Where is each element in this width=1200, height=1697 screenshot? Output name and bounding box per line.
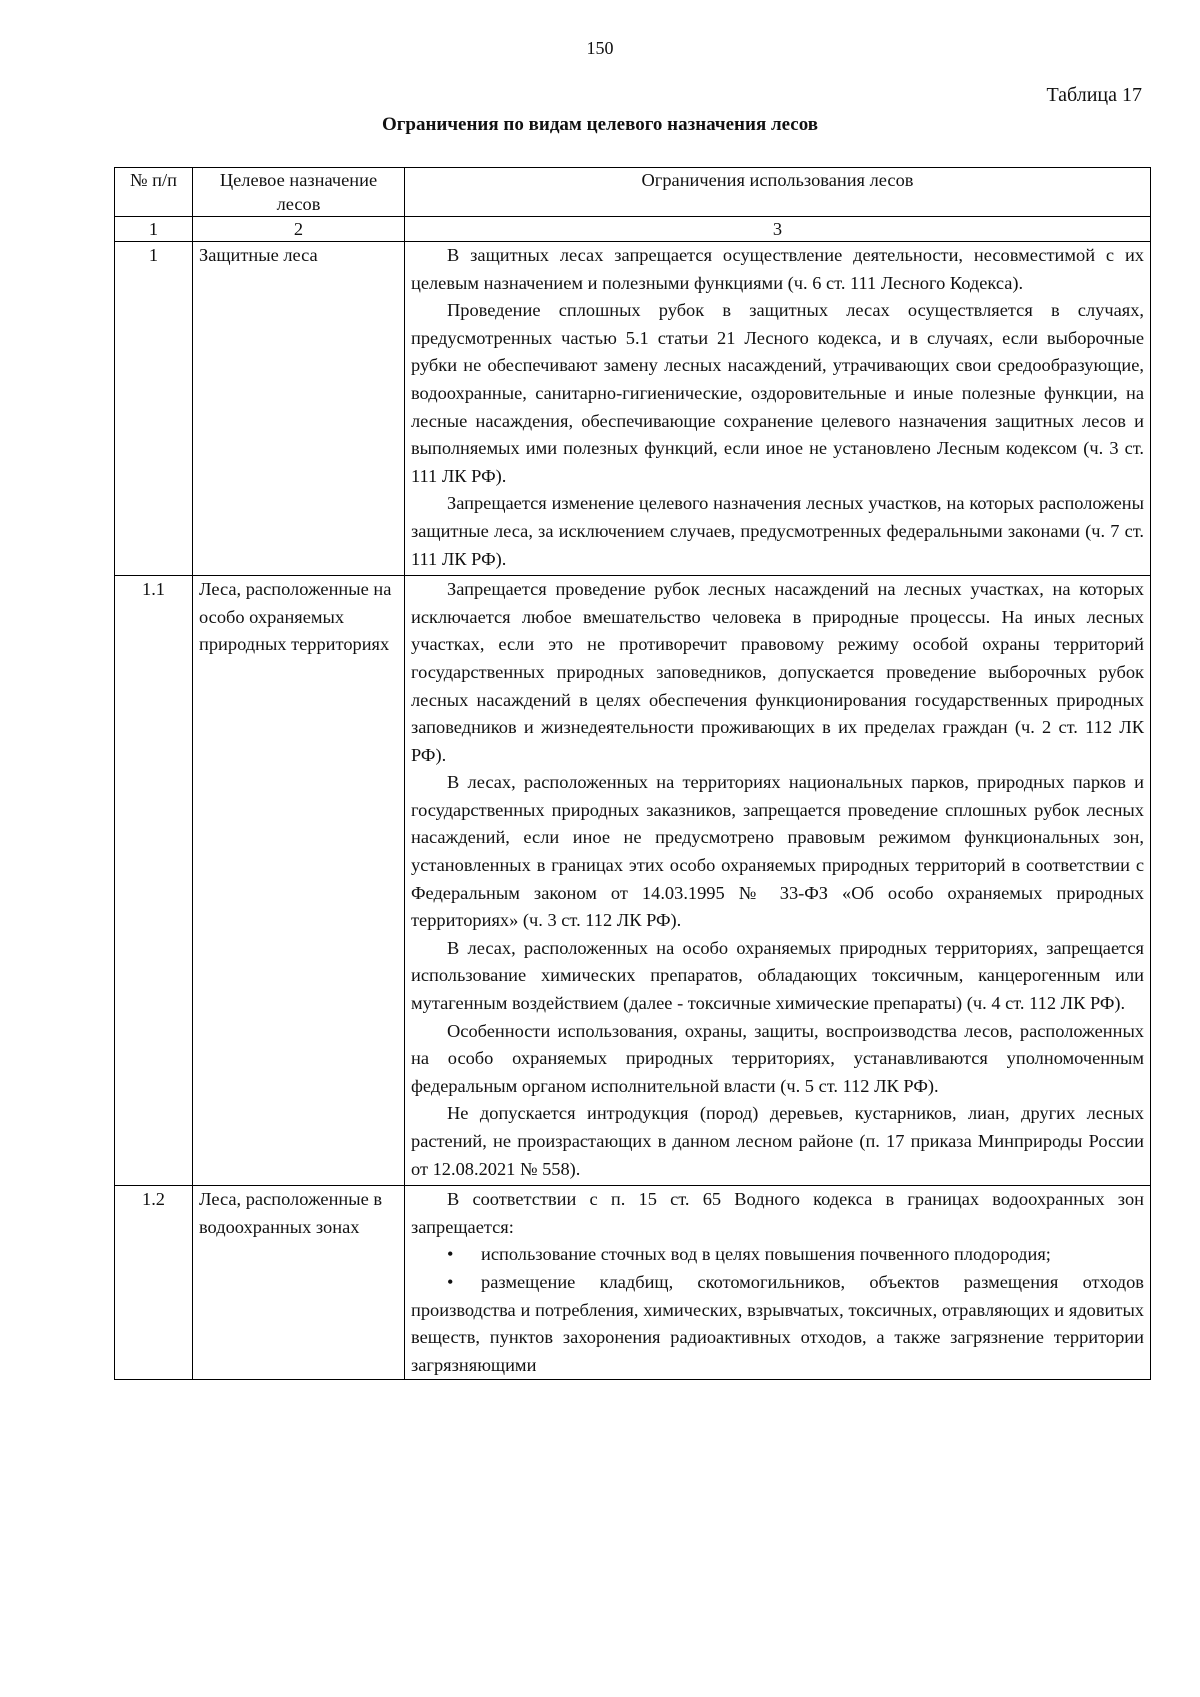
restriction-paragraph: Запрещается проведение рубок лесных насаждений на лесных участках, на которых исключается любое вмешательство человека в природные процессы. На иных лесных участках, если это не противоречит правовому режиму особой охраны территорий государственных природных заповедников, допускается проведение выборочных рубок лесных насаждений в целях обеспечения функционирования государственных природных заповедников и жизнедеятельности проживающих в их пределах граждан (ч. 2 ст. 112 ЛК РФ). (411, 579, 1144, 765)
restriction-paragraph: В лесах, расположенных на особо охраняемых природных территориях, запрещается использование химических препаратов, обладающих токсичным, канцерогенным или мутагенным воздействием (далее - токсичные химические препараты) (ч. 4 ст. 112 ЛК РФ). (411, 937, 1144, 1014)
column-number-row (115, 217, 1151, 242)
table-row (115, 576, 1151, 1186)
row-restrictions (405, 242, 1151, 576)
row-purpose: Защитные леса (193, 242, 405, 576)
restriction-paragraph: Особенности использования, охраны, защиты, воспроизводства лесов, расположенных на особо охраняемых природных территориях, устанавливаются уполномоченным федеральным органом исполнительной власти (ч. 5 ст. 112 ЛК РФ). (411, 1020, 1144, 1096)
row-number: 1.2 (115, 1186, 193, 1380)
page-number: 150 (586, 38, 614, 58)
header-purpose: Целевое назначение лесов (193, 168, 405, 217)
bullet-icon: • (447, 1244, 454, 1265)
restriction-paragraph: В защитных лесах запрещается осуществление деятельности, несовместимой с их целевым назначением и полезными функциями (ч. 6 ст. 111 Лесного Кодекса). (411, 245, 1144, 293)
restriction-paragraph: Проведение сплошных рубок в защитных лесах осуществляется в случаях, предусмотренных частью 5.1 статьи 21 Лесного кодекса, и в случаях, если выборочные рубки не обеспечивают замену лесных насаждений, утрачивающих свои средообразующие, водоохранные, санитарно-гигиенические, оздоровительные и иные полезные функции, на лесные насаждения, обеспечивающие сохранение целевого назначения защитных лесов и выполняемых ими полезных функций, если иное не установлено Лесным кодексом (ч. 3 ст. 111 ЛК РФ). (411, 300, 1144, 486)
table-header-row (115, 168, 1151, 217)
table-row (115, 242, 1151, 576)
table-label: Таблица 17 (1046, 84, 1142, 106)
bullet-text: использование сточных вод в целях повышения почвенного плодородия; (481, 1244, 1051, 1265)
column-number: 3 (405, 217, 1151, 242)
row-purpose: Леса, расположенные в водоохранных зонах (193, 1186, 405, 1380)
document-title: Ограничения по видам целевого назначения лесов (381, 114, 819, 135)
column-number: 2 (193, 217, 405, 242)
restriction-paragraph: Запрещается изменение целевого назначения лесных участков, на которых расположены защитные леса, за исключением случаев, предусмотренных федеральными законами (ч. 7 ст. 111 ЛК РФ). (411, 493, 1144, 569)
restrictions-table (114, 167, 1151, 1380)
header-num: № п/п (115, 168, 193, 217)
row-number: 1 (115, 242, 193, 576)
restriction-intro: В соответствии с п. 15 ст. 65 Водного кодекса в границах водоохранных зон запрещается: (411, 1189, 1144, 1237)
bullet-text: размещение кладбищ, скотомогильников, объектов размещения отходов производства и потребления, химических, взрывчатых, токсичных, отравляющих и ядовитых веществ, пунктов захоронения радиоактивных отходов, а также загрязнение территории загрязняющими (411, 1271, 1144, 1375)
table-row (115, 1186, 1151, 1380)
column-number: 1 (115, 217, 193, 242)
restriction-bullet (411, 1241, 1144, 1269)
restriction-bullet (411, 1269, 1144, 1379)
restriction-paragraph: В лесах, расположенных на территориях национальных парков, природных парков и государственных природных заказников, запрещается проведение сплошных рубок лесных насаждений, если иное не предусмотрено правовым режимом функциональных зон, установленных в границах этих особо охраняемых природных территорий в соответствии с Федеральным законом от 14.03.1995 № 33-ФЗ «Об особо охраняемых природных территориях» (ч. 3 ст. 112 ЛК РФ). (411, 772, 1144, 931)
header-restrictions: Ограничения использования лесов (405, 168, 1151, 217)
row-purpose: Леса, расположенные на особо охраняемых природных территориях (193, 576, 405, 1186)
row-restrictions (405, 1186, 1151, 1380)
restriction-paragraph: Не допускается интродукция (пород) деревьев, кустарников, лиан, других лесных растений, не произрастающих в данном лесном районе (п. 17 приказа Минприроды России от 12.08.2021 № 558). (411, 1103, 1144, 1179)
row-number: 1.1 (115, 576, 193, 1186)
row-restrictions (405, 576, 1151, 1186)
bullet-icon: • (447, 1271, 454, 1292)
